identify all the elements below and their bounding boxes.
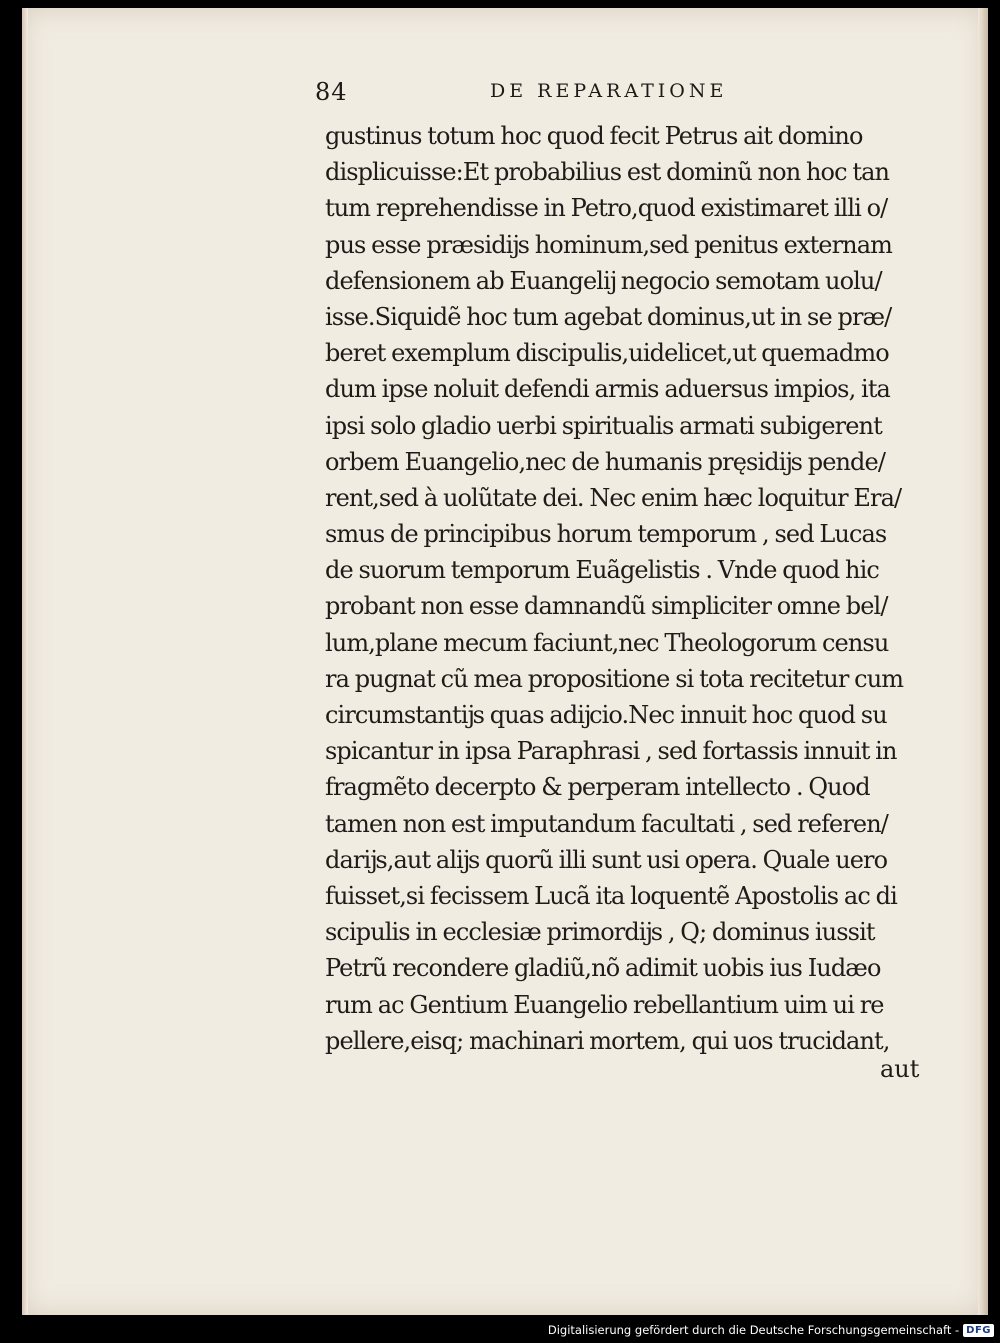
text-line: pus esse præsidĳs hominum,sed penitus externam (325, 230, 893, 259)
page-header (315, 78, 775, 108)
text-line: fuisset,si fecissem Lucã ita loquentẽ Apostolis ac di (325, 881, 897, 910)
text-line: probant non esse damnandũ simpliciter omne bel/ (325, 592, 888, 621)
running-head: DE REPARATIONE (490, 80, 728, 102)
digitization-credit (548, 1319, 994, 1341)
text-line: spicantur in ipsa Paraphrasi , sed fortassis innuit in (325, 737, 897, 766)
text-line: pellere,eisq; machinari mortem, qui uos trucidant, (325, 1026, 890, 1055)
text-line: gustinus totum hoc quod fecit Petrus ait domino (325, 122, 863, 150)
text-line: ipsi solo gladio uerbi spiritualis armati subigerent (325, 411, 882, 440)
text-line: displicuisse:Et probabilius est dominũ non hoc tan (325, 158, 890, 187)
text-line: tamen non est imputandum facultati , sed referen/ (325, 809, 888, 838)
text-line: tum reprehendisse in Petro,quod existimaret illi o/ (325, 194, 888, 223)
text-line: smus de principibus horum temporum , sed Lucas (325, 520, 887, 549)
text-line: beret exemplum discipulis,uidelicet,ut quemadmo (325, 339, 889, 368)
catchword: aut (880, 1055, 920, 1083)
text-line: ra pugnat cũ mea propositione si tota recitetur cum (325, 664, 904, 693)
text-line: rum ac Gentium Euangelio rebellantium uim ui re (325, 990, 884, 1019)
text-line: defensionem ab Euangelĳ negocio semotam uolu/ (325, 266, 882, 295)
text-line: lum,plane mecum faciunt,nec Theologorum censu (325, 628, 889, 657)
text-line: rent,sed à uolũtate dei. Nec enim hæc loquitur Era/ (325, 483, 902, 512)
text-line: fragmẽto decerpto & perperam intellecto . Quod (325, 773, 870, 802)
text-line: de suorum temporum Euãgelistis . Vnde quod hic (325, 556, 879, 585)
text-line: circumstantĳs quas adĳcio.Nec innuit hoc quod su (325, 701, 887, 729)
page-number: 84 (315, 78, 348, 106)
credit-text: Digitalisierung gefördert durch die Deutsche Forschungsgemeinschaft - (547, 1323, 960, 1337)
page-inner-edge (22, 8, 28, 1315)
text-line: orbem Euangelio,nec de humanis pręsidĳs pende/ (325, 447, 886, 476)
body-text (325, 118, 940, 1059)
text-line: scipulis in ecclesiæ primordĳs , Q; dominus iussit (325, 918, 875, 947)
dfg-logo-icon: DFG (963, 1324, 994, 1337)
text-line: dum ipse noluit defendi armis aduersus impios, ita (325, 375, 890, 404)
text-line: isse.Siquidẽ hoc tum agebat dominus,ut in se præ/ (325, 302, 892, 331)
page-outer-edge (978, 8, 988, 1315)
text-line: darĳs,aut alĳs quorũ illi sunt usi opera. Quale uero (325, 845, 888, 874)
text-line: Petrũ recondere gladiũ,nõ adimit uobis ius Iudæo (325, 954, 881, 983)
